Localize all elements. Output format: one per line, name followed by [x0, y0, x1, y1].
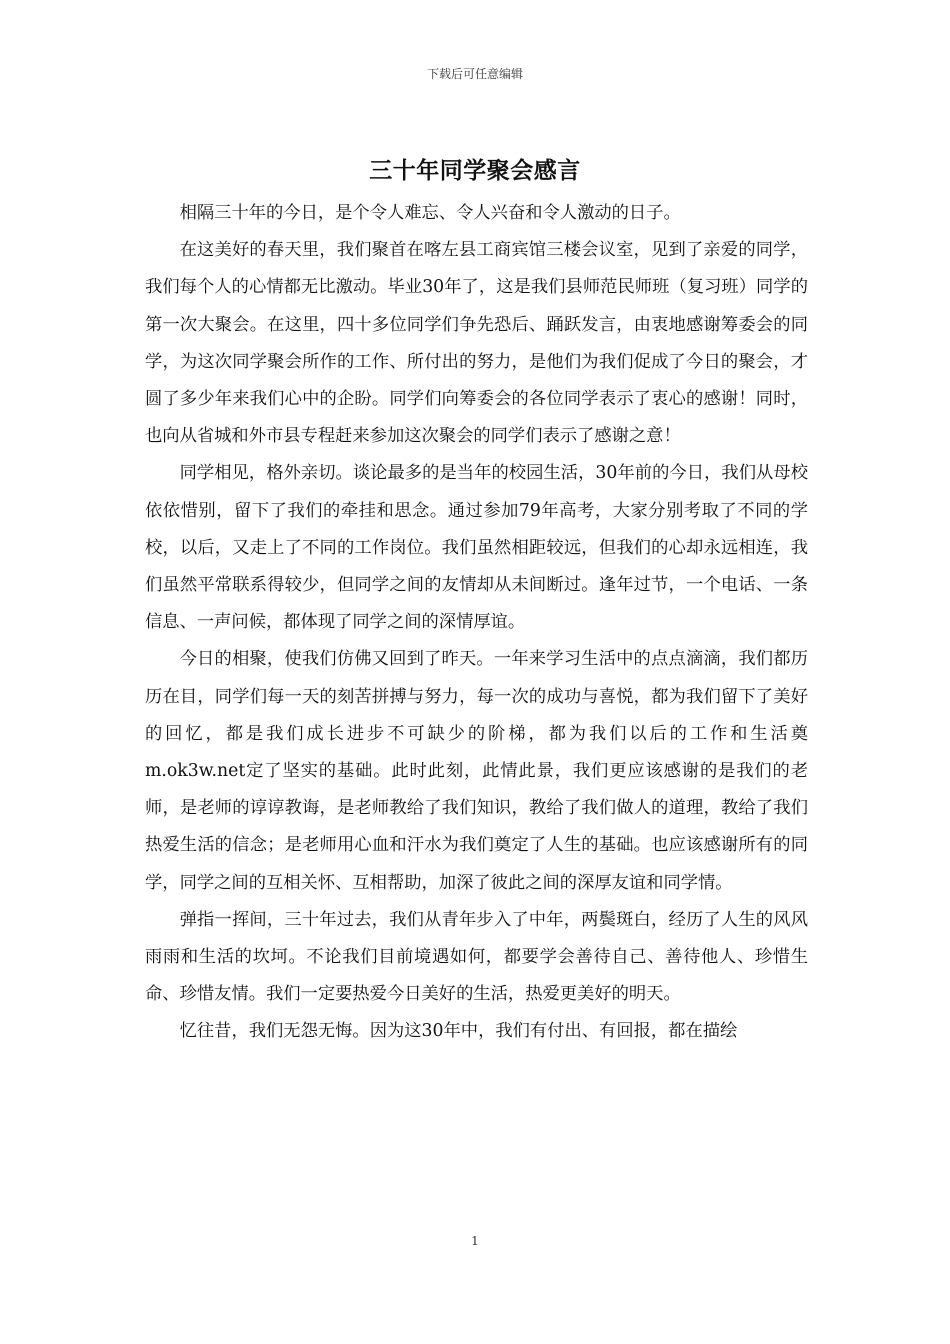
paragraph-4: 今日的相聚，使我们仿佛又回到了昨天。一年来学习生活中的点点滴滴，我们都历历在目，同学们每一天的刻苦拼搏与努力，每一次的成功与喜悦，都为我们留下了美好的回忆，都是我们成长进步不可缺少的阶梯，都为我们以后的工作和生活奠m.ok3w.net定了坚实的基础。此时此刻，此情此景，我们更应该感谢的是我们的老师，是老师的谆谆教诲，是老师教给了我们知识，教给了我们做人的道理，教给了我们热爱生活的信念；是老师用心血和汗水为我们奠定了人生的基础。也应该感谢所有的同学，同学之间的互相关怀、互相帮助，加深了彼此之间的深厚友谊和同学情。: [145, 649, 808, 893]
paragraph-5: 弹指一挥间，三十年过去，我们从青年步入了中年，两鬓斑白，经历了人生的风风雨雨和生活的坎坷。不论我们目前境遇如何，都要学会善待自己、善待他人、珍惜生命、珍惜友情。我们一定要热爱今日美好的生活，热爱更美好的明天。: [145, 909, 808, 1005]
paragraph-3: 同学相见，格外亲切。谈论最多的是当年的校园生活，30年前的今日，我们从母校依依惜别，留下了我们的牵挂和思念。通过参加79年高考，大家分别考取了不同的学校，以后，又走上了不同的工作岗位。我们虽然相距较远，但我们的心却永远相连，我们虽然平常联系得较少，但同学之间的友情却从未间断过。逢年过节，一个电话、一条信息、一声问候，都体现了同学之间的深情厚谊。: [145, 463, 808, 633]
document-title: 三十年同学聚会感言: [369, 157, 581, 184]
paragraph-6: 忆往昔，我们无怨无悔。因为这30年中，我们有付出、有回报，都在描绘: [179, 1021, 738, 1042]
page-header: 下载后可任意编辑: [426, 67, 523, 81]
paragraph-1: 相隔三十年的今日，是个令人难忘、令人兴奋和令人激动的日子。: [179, 203, 681, 223]
paragraph-2: 在这美好的春天里，我们聚首在喀左县工商宾馆三楼会议室，见到了亲爱的同学，我们每个人的心情都无比激动。毕业30年了，这是我们县师范民师班（复习班）同学的第一次大聚会。在这里，四十多位同学们争先恐后、踊跃发言，由衷地感谢筹委会的同学，为这次同学聚会所作的工作、所付出的努力，是他们为我们促成了今日的聚会，才圆了多少年来我们心中的企盼。同学们向筹委会的各位同学表示了衷心的感谢！同时，也向从省城和外市县专程赶来参加这次聚会的同学们表示了感谢之意！: [145, 240, 808, 447]
page-number: 1: [471, 1234, 479, 1248]
document-body: [145, 195, 808, 1051]
